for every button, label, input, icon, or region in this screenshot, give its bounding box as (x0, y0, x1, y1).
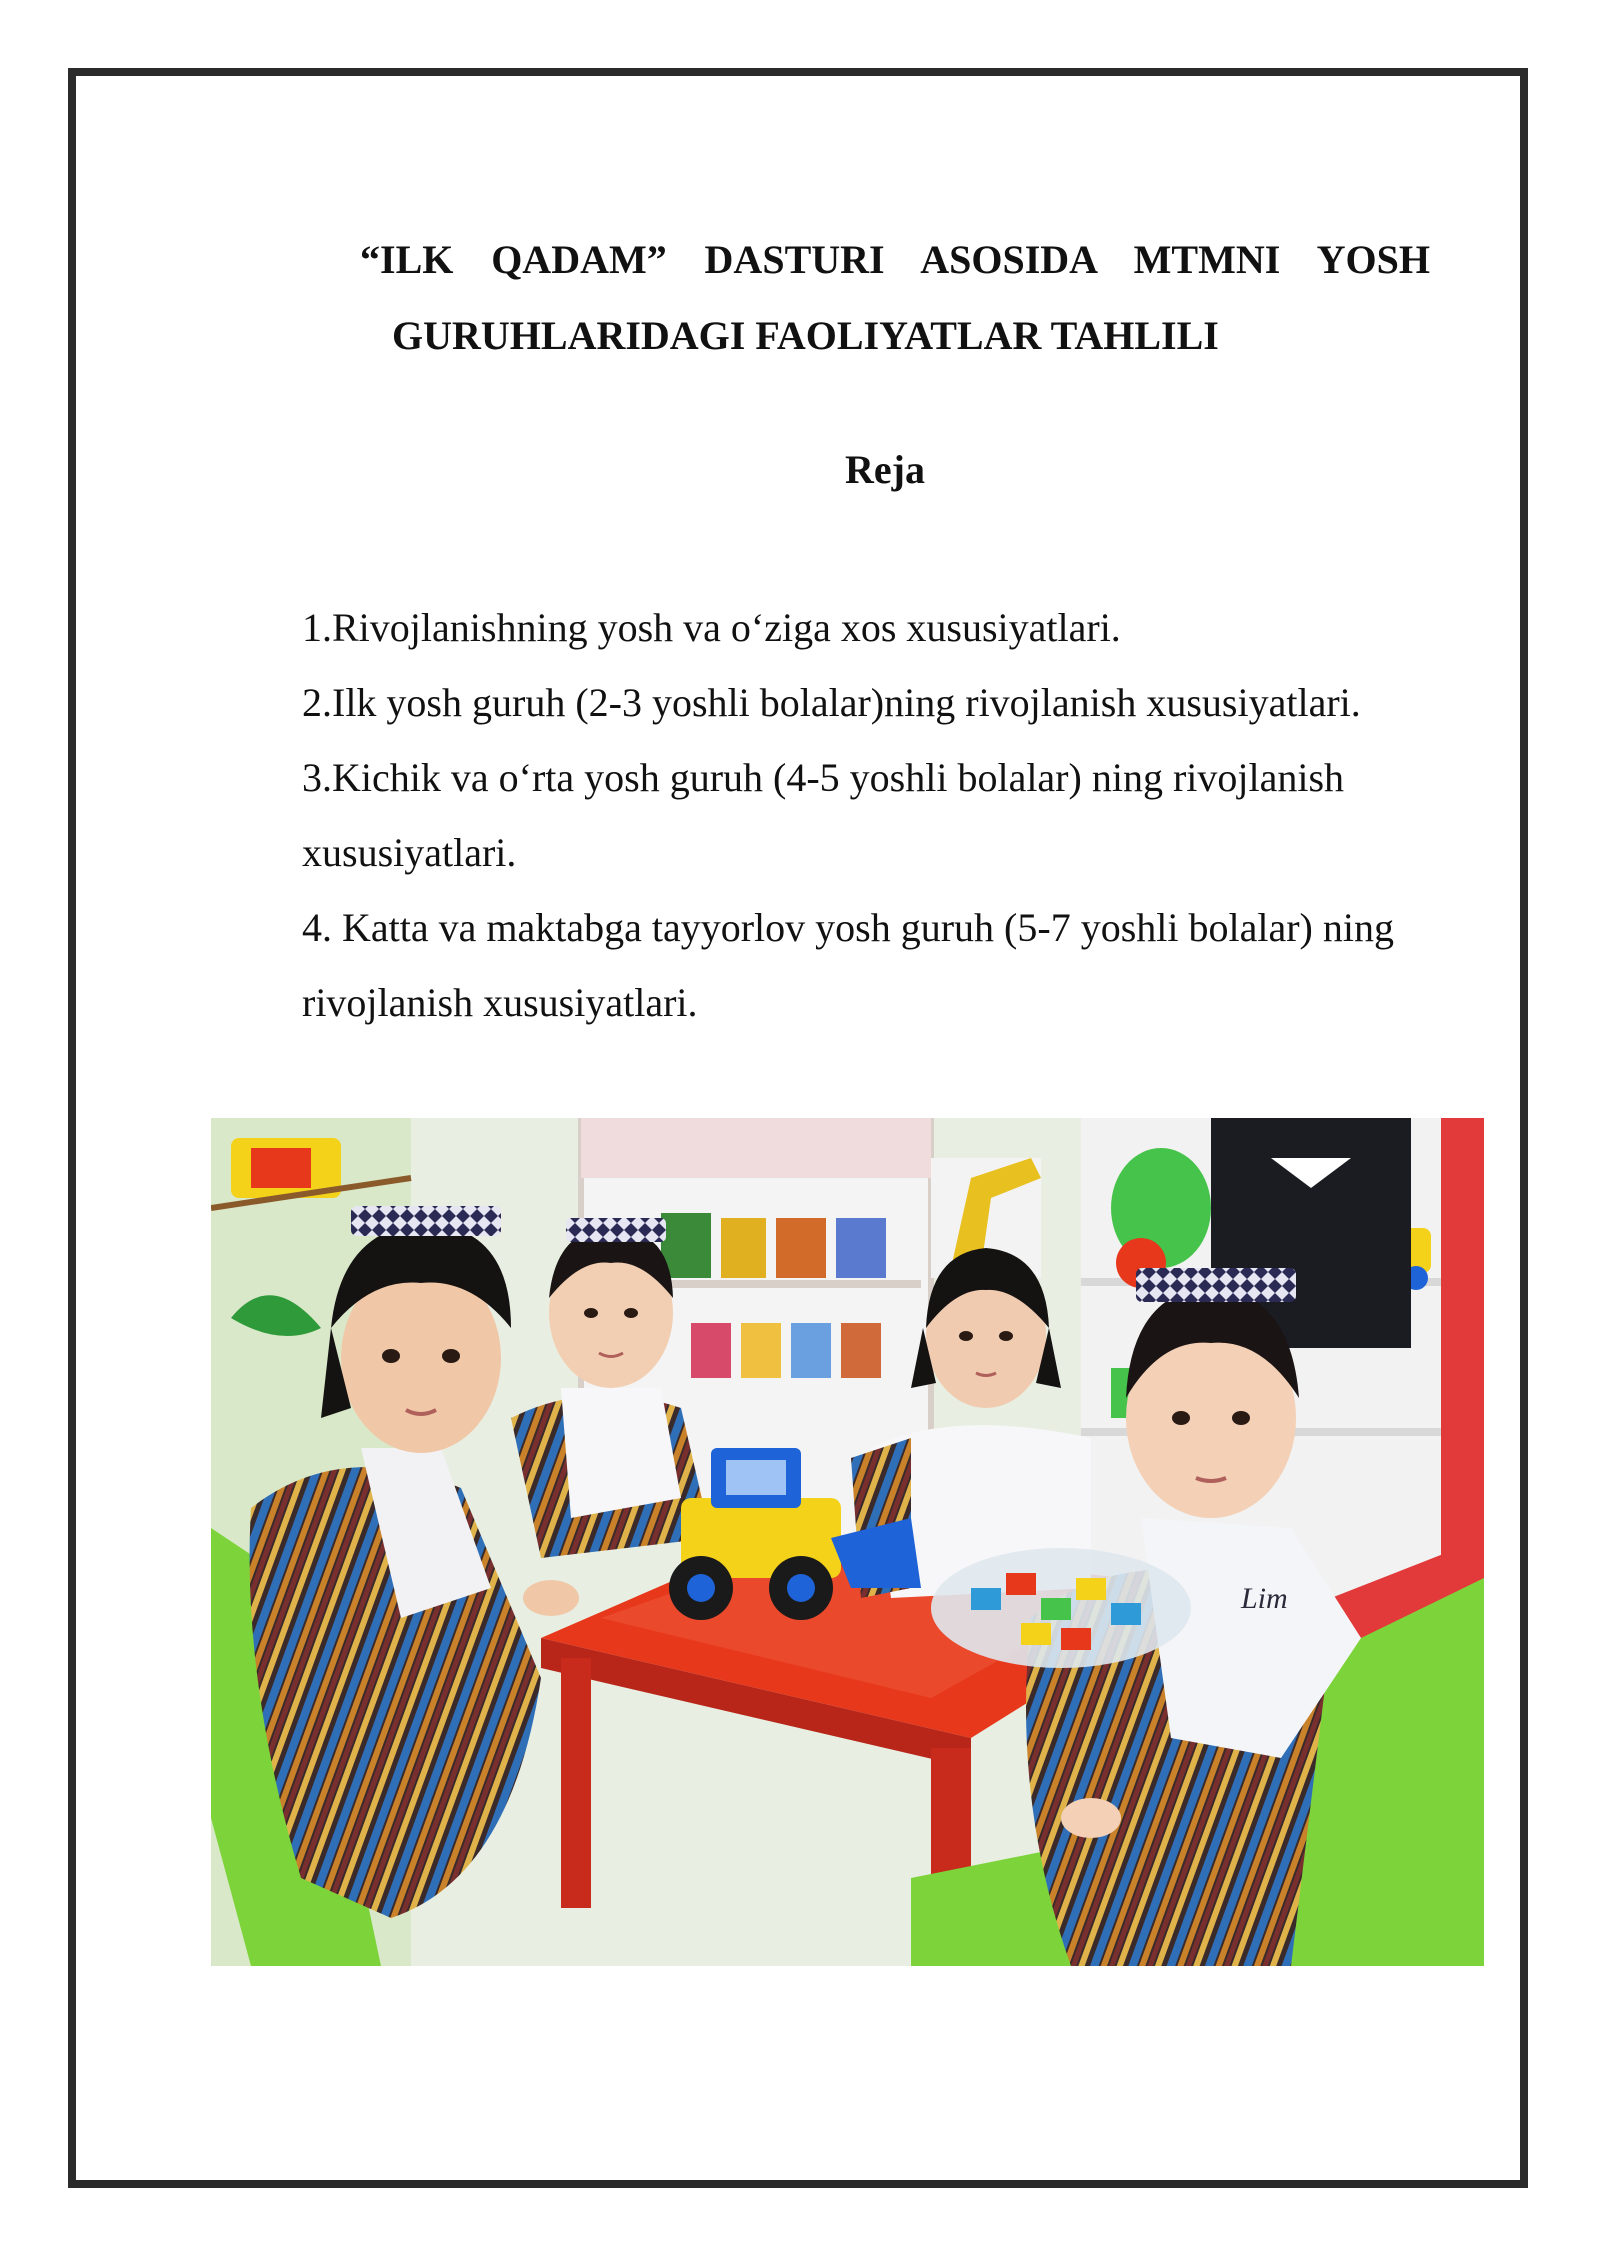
plan-item: 3.Kichik va o‘rta yosh guruh (4-5 yoshli bolalar) ning rivojlanish (302, 755, 1345, 800)
plan-item: xususiyatlari. (302, 830, 517, 875)
plan-item: 2.Ilk yosh guruh (2-3 yoshli bolalar)ning rivojlanish xususiyatlari. (302, 680, 1361, 725)
child-cap (351, 1206, 501, 1236)
classroom-photo (211, 1118, 1484, 1966)
plan-list (302, 590, 1502, 1040)
title-line-1: “ILK QADAM” DASTURI ASOSIDA MTMNI YOSH (360, 237, 1430, 282)
title-line-2: GURUHLARIDAGI FAOLIYATLAR TAHLILI (392, 313, 1219, 358)
document-title (360, 222, 1430, 374)
shirt-print: Lim (1241, 1582, 1288, 1615)
plan-item: rivojlanish xususiyatlari. (302, 980, 698, 1025)
section-heading: Reja (845, 447, 925, 492)
bag-of-blocks (931, 1548, 1191, 1668)
plan-item: 1.Rivojlanishning yosh va o‘ziga xos xususiyatlari. (302, 605, 1121, 650)
plan-item: 4. Katta va maktabga tayyorlov yosh guruh (5-7 yoshli bolalar) ning (302, 905, 1394, 950)
